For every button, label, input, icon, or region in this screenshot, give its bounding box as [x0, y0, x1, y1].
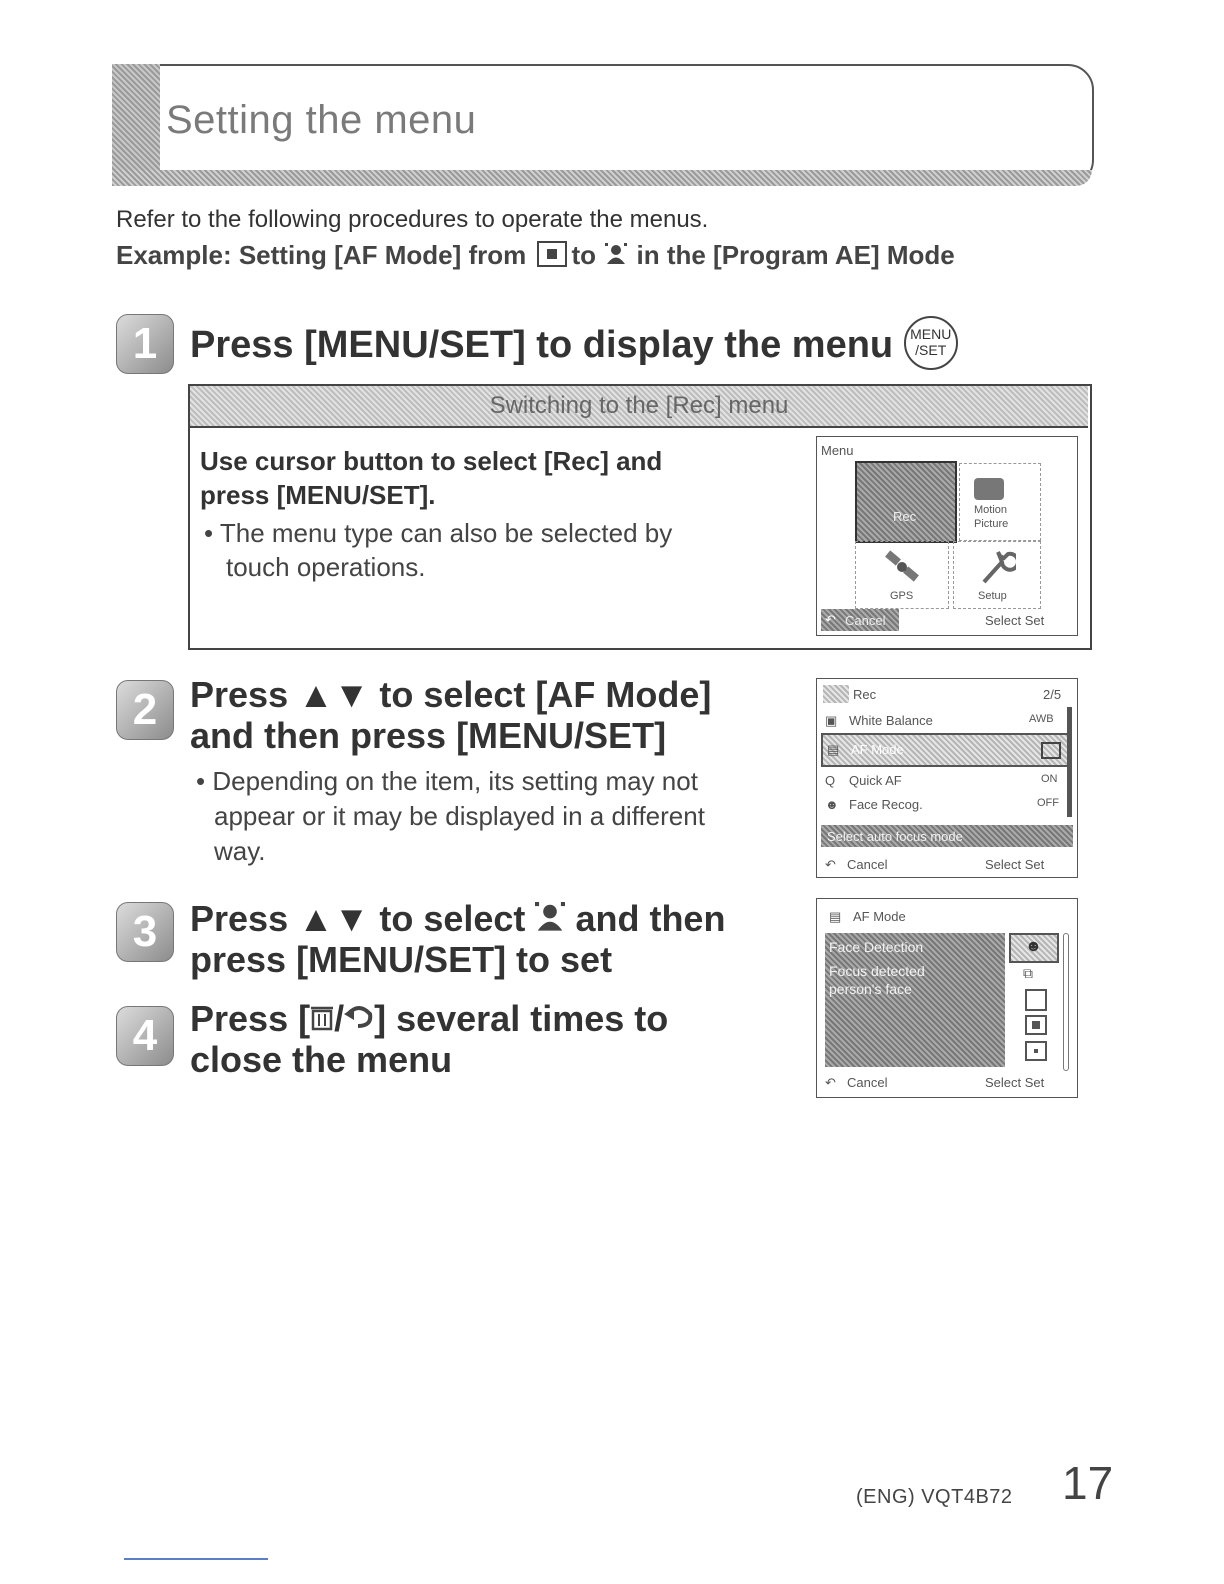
switching-box-heading: Switching to the [Rec] menu: [190, 386, 1088, 428]
face-recog-icon: ☻: [825, 797, 839, 812]
instruction-line-2: press [MENU/SET].: [200, 480, 436, 510]
rec-menu-tile[interactable]: [855, 461, 957, 543]
row-label: Quick AF: [849, 773, 902, 788]
picture-label: Picture: [974, 518, 1009, 530]
trash-icon: [310, 1003, 334, 1031]
gps-label: GPS: [890, 590, 914, 602]
af-mode-icon: ▤: [827, 742, 840, 757]
note-line-1: • The menu type can also be selected by: [204, 518, 673, 548]
screen3-select-set: Select Set: [985, 1075, 1045, 1090]
step-3-title-part-b: and then: [575, 898, 726, 939]
footer-link-underline: [124, 1558, 268, 1560]
af-1-area-icon: [1041, 742, 1061, 759]
row-label: Face Recog.: [849, 797, 923, 812]
step-4-title-part-c: ] several times to: [374, 998, 669, 1039]
option-face-detection[interactable]: [1009, 933, 1059, 963]
camcorder-icon: [974, 478, 1004, 500]
step-3-title-line2: press [MENU/SET] to set: [190, 939, 613, 980]
row-value: ON: [1041, 773, 1058, 785]
step-4-title-line1: [190, 998, 668, 1039]
screen2-page: 2/5: [1043, 687, 1062, 702]
scrollbar[interactable]: [1067, 707, 1072, 817]
intro-text: Refer to the following procedures to operate the menus.: [116, 206, 709, 233]
step-3-badge: 3: [116, 902, 174, 962]
back-arrow-icon: ↶: [825, 1075, 836, 1090]
header-banner-shadow: [112, 170, 1092, 186]
screen3-cancel[interactable]: Cancel: [847, 1075, 888, 1090]
step-3-title: [190, 898, 725, 980]
af-mode-icon: ▤: [829, 909, 842, 924]
screen1-title: Menu: [821, 443, 854, 458]
quick-af-icon: Q: [825, 773, 836, 788]
step-2-title-line2: and then press [MENU/SET]: [190, 715, 667, 756]
menu-row-af-mode[interactable]: [821, 733, 1071, 767]
face-detection-icon: [605, 243, 627, 265]
menu-set-label-top: MENU: [910, 326, 952, 342]
back-arrow-icon: ↶: [825, 612, 836, 627]
menu-row-white-balance[interactable]: [821, 711, 1067, 731]
step-2-note-line2: appear or it may be displayed in a different: [214, 801, 705, 831]
example-mid: to: [571, 240, 597, 270]
help-bar: [821, 825, 1073, 847]
wb-icon: ▣: [825, 713, 838, 728]
row-label: AF Mode: [851, 742, 904, 757]
step-2-title-line1: Press ▲▼ to select [AF Mode]: [190, 674, 712, 715]
step-4-badge: 4: [116, 1006, 174, 1066]
menu-row-face-recog[interactable]: [821, 795, 1067, 815]
example-prefix: Example: Setting [AF Mode] from: [116, 240, 527, 270]
option-spot-icon[interactable]: [1025, 1041, 1047, 1061]
step-4-title: [190, 998, 668, 1080]
switching-box-instruction: [200, 444, 760, 512]
note-line-2: touch operations.: [226, 552, 426, 582]
step-4-title-line2: close the menu: [190, 1039, 453, 1080]
screen2-title: Rec: [853, 687, 877, 702]
face-detection-icon: ☻: [1025, 938, 1042, 955]
motion-label: Motion: [974, 504, 1008, 516]
step-2-note-line1: • Depending on the item, its setting may not: [196, 766, 698, 796]
screen1-select-set: Select Set: [985, 613, 1045, 628]
back-arrow-icon: [344, 1004, 374, 1030]
step-2-note-line3: way.: [214, 836, 266, 866]
menu-set-label-bottom: /SET: [915, 342, 947, 358]
screen2-cancel[interactable]: Cancel: [847, 857, 888, 872]
step-4-title-part-a: Press [: [190, 998, 311, 1039]
gps-tile[interactable]: [855, 541, 949, 609]
screen2-hint: Select auto focus mode: [827, 829, 963, 844]
menu-set-button-icon: [904, 316, 958, 370]
example-suffix: in the [Program AE] Mode: [636, 240, 955, 270]
step-1-title-text: Press [MENU/SET] to display the menu: [190, 324, 894, 367]
step-4-title-part-b: /: [334, 998, 345, 1039]
face-detection-icon: [535, 902, 565, 932]
option-desc-line1: Focus detected: [829, 963, 925, 979]
motion-picture-tile[interactable]: [959, 463, 1041, 541]
af-mode-screen-thumbnail: [816, 898, 1078, 1098]
setup-label: Setup: [978, 590, 1007, 602]
wrench-icon: [976, 548, 1016, 588]
menu-screen-thumbnail: [816, 436, 1078, 636]
option-description-panel: [825, 933, 1005, 1067]
screen1-cancel: Cancel: [845, 613, 886, 628]
af-point-icon: [1032, 1021, 1040, 1029]
step-1-title: [190, 320, 958, 374]
switching-box-note: [204, 516, 764, 584]
instruction-line-1: Use cursor button to select [Rec] and: [200, 446, 663, 476]
page-title: Setting the menu: [166, 98, 477, 142]
option-title: Face Detection: [829, 939, 924, 955]
option-desc-line2: person's face: [829, 981, 912, 997]
option-tracking-icon[interactable]: ⧉: [1023, 965, 1033, 981]
example-line: [116, 240, 955, 271]
screen2-select-set: Select Set: [985, 857, 1045, 872]
page-number: 17: [1062, 1457, 1114, 1509]
rec-menu-icon: [823, 685, 849, 703]
cancel-bar[interactable]: [821, 609, 899, 631]
spot-point-icon: [1034, 1049, 1038, 1053]
step-3-title-part-a: Press ▲▼ to select: [190, 898, 526, 939]
header-banner-accent: [112, 64, 160, 186]
setup-tile[interactable]: [953, 541, 1041, 609]
option-1-area-icon[interactable]: [1025, 1015, 1047, 1035]
back-arrow-icon: ↶: [825, 857, 836, 872]
row-value: OFF: [1037, 797, 1059, 809]
rec-label: Rec: [893, 509, 917, 524]
menu-row-quick-af[interactable]: [821, 771, 1067, 791]
step-1-badge: 1: [116, 314, 174, 374]
satellite-icon: [882, 550, 922, 586]
step-2-badge: 2: [116, 680, 174, 740]
option-23-area-icon[interactable]: [1025, 989, 1047, 1011]
row-label: White Balance: [849, 713, 933, 728]
row-value: AWB: [1029, 713, 1054, 725]
rec-menu-screen-thumbnail: [816, 678, 1078, 878]
step-3-title-line1: [190, 898, 725, 939]
step-2-title: [190, 674, 711, 756]
af-1-area-icon: [537, 241, 567, 267]
step-2-note: [196, 764, 705, 869]
screen3-title: AF Mode: [853, 909, 906, 924]
scrollbar[interactable]: [1063, 933, 1069, 1071]
document-code: (ENG) VQT4B72: [856, 1486, 1013, 1508]
